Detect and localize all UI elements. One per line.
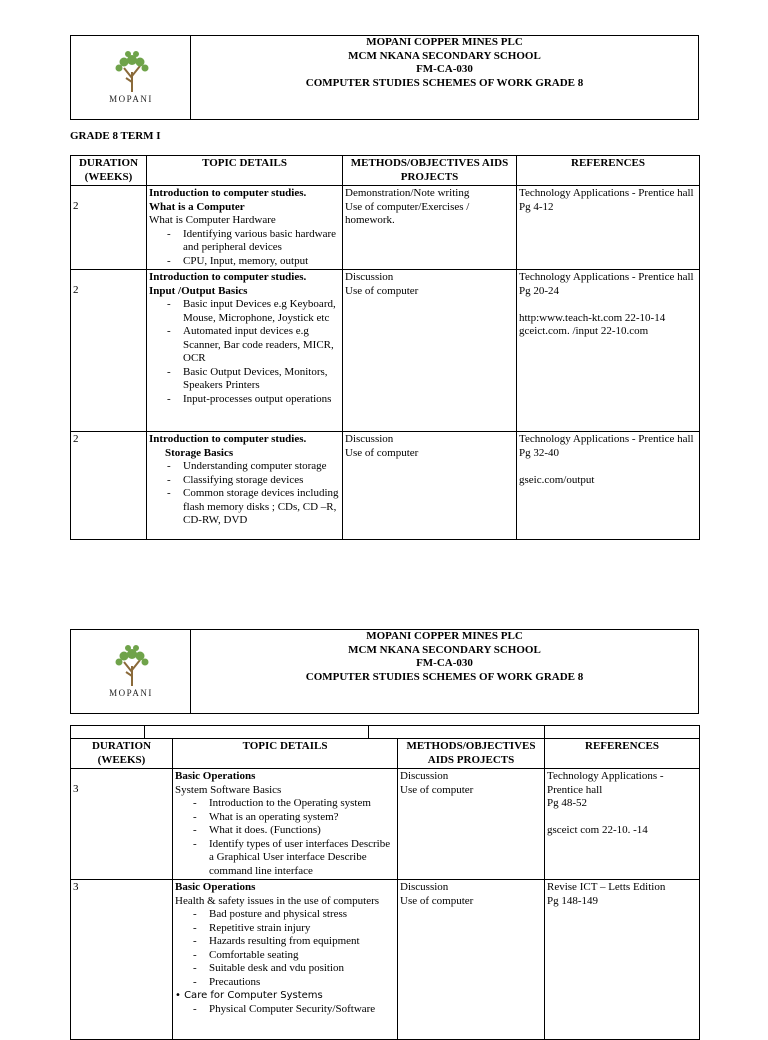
topic-intro: Health & safety issues in the use of computers bbox=[175, 894, 380, 907]
header-title-block bbox=[191, 36, 698, 90]
reference-spacer bbox=[519, 298, 697, 312]
topic-list bbox=[175, 908, 395, 989]
logo-text: MOPANI bbox=[109, 688, 153, 698]
method-item: Use of computer bbox=[345, 446, 419, 459]
topic-list bbox=[175, 1003, 395, 1017]
logo-cell bbox=[71, 36, 191, 119]
list-item: - Identify types of user interfaces Describe a Graphical User interface Describe command line interface bbox=[193, 838, 395, 879]
document-header bbox=[70, 35, 699, 120]
col-duration: DURATION (WEEKS) bbox=[71, 156, 147, 186]
document-title: COMPUTER STUDIES SCHEMES OF WORK GRADE 8 bbox=[305, 76, 584, 89]
col-methods: METHODS/OBJECTIVES AIDS PROJECTS bbox=[398, 739, 545, 769]
reference-item: Pg 48-52 bbox=[547, 797, 588, 809]
reference-item: Pg 4-12 bbox=[519, 200, 554, 213]
col-topic: TOPIC DETAILS bbox=[173, 739, 398, 769]
topic-title: Introduction to computer studies. bbox=[149, 271, 307, 283]
topic-subtitle: Input /Output Basics bbox=[149, 284, 248, 297]
term-heading: GRADE 8 TERM I bbox=[70, 130, 161, 142]
topic-subtitle: Storage Basics bbox=[165, 446, 234, 459]
list-item: - Physical Computer Security/Software bbox=[193, 1003, 395, 1017]
reference-item: Pg 32-40 bbox=[519, 446, 560, 459]
list-item: - Precautions bbox=[193, 976, 395, 990]
table-row bbox=[71, 432, 700, 540]
duration-value: 2 bbox=[73, 433, 79, 445]
table-row bbox=[71, 186, 700, 270]
list-item: - Common storage devices including flash memory disks ; CDs, CD –R, CD-RW, DVD bbox=[167, 487, 340, 528]
reference-item: Technology Applications - Prentice hall bbox=[519, 271, 694, 283]
table-row bbox=[71, 880, 700, 1040]
company-name: MOPANI COPPER MINES PLC bbox=[366, 630, 523, 642]
empty-spacer-row bbox=[71, 726, 700, 739]
list-item: - Input-processes output operations bbox=[167, 393, 340, 407]
list-item: - Classifying storage devices bbox=[167, 474, 340, 488]
method-item: Demonstration/Note writing bbox=[345, 187, 470, 199]
duration-value: 3 bbox=[73, 881, 79, 893]
reference-item: Technology Applications - Prentice hall bbox=[519, 433, 694, 445]
reference-link[interactable]: http:www.teach-kt.com 22-10-14 gceict.com. /input 22-10.com bbox=[519, 311, 666, 337]
reference-item: Technology Applications - Prentice hall bbox=[547, 770, 664, 796]
list-item: - Repetitive strain injury bbox=[193, 922, 395, 936]
reference-item: Revise ICT – Letts Edition bbox=[547, 881, 666, 893]
topic-list bbox=[175, 797, 395, 878]
method-item: Use of computer bbox=[400, 894, 474, 907]
company-name: MOPANI COPPER MINES PLC bbox=[366, 36, 523, 48]
list-item: - What it does. (Functions) bbox=[193, 824, 395, 838]
school-name: MCM NKANA SECONDARY SCHOOL bbox=[348, 643, 541, 656]
scheme-table-term1 bbox=[70, 155, 700, 540]
method-item: Discussion bbox=[400, 881, 449, 893]
table-row bbox=[71, 270, 700, 432]
topic-list bbox=[149, 460, 340, 528]
list-item: - CPU, Input, memory, output bbox=[167, 255, 340, 269]
col-topic: TOPIC DETAILS bbox=[147, 156, 343, 186]
topic-subtitle: What is a Computer bbox=[149, 200, 245, 213]
topic-list bbox=[149, 298, 340, 406]
method-item: Discussion bbox=[345, 271, 394, 283]
duration-value: 2 bbox=[73, 284, 79, 296]
list-item: - Identifying various basic hardware and peripheral devices bbox=[167, 228, 340, 255]
list-item: - Automated input devices e.g Scanner, Bar code readers, MICR, OCR bbox=[167, 325, 340, 366]
list-item: - Basic Output Devices, Monitors, Speakers Printers bbox=[167, 366, 340, 393]
reference-spacer bbox=[547, 811, 697, 825]
topic-list bbox=[149, 228, 340, 269]
table-header-row bbox=[71, 739, 700, 769]
school-name: MCM NKANA SECONDARY SCHOOL bbox=[348, 49, 541, 62]
list-item: - Introduction to the Operating system bbox=[193, 797, 395, 811]
topic-intro: System Software Basics bbox=[175, 783, 282, 796]
duration-value: 3 bbox=[73, 783, 79, 795]
form-code: FM-CA-030 bbox=[416, 657, 473, 669]
method-item: Use of computer bbox=[400, 783, 474, 796]
reference-link[interactable]: gsceict com 22-10. -14 bbox=[547, 824, 648, 836]
col-references: REFERENCES bbox=[545, 739, 700, 769]
document-header-page2 bbox=[70, 629, 699, 714]
list-item: - Bad posture and physical stress bbox=[193, 908, 395, 922]
logo-cell bbox=[71, 630, 191, 713]
form-code: FM-CA-030 bbox=[416, 63, 473, 75]
method-item: Use of computer/Exercises / homework. bbox=[345, 200, 470, 226]
list-item: - Basic input Devices e.g Keyboard, Mouse, Microphone, Joystick etc bbox=[167, 298, 340, 325]
list-item: - Comfortable seating bbox=[193, 949, 395, 963]
table-header-row bbox=[71, 156, 700, 186]
col-duration: DURATION (WEEKS) bbox=[71, 739, 173, 769]
method-item: Discussion bbox=[345, 433, 394, 445]
method-item: Use of computer bbox=[345, 284, 419, 297]
bullet-heading: • Care for Computer Systems bbox=[175, 989, 395, 1003]
topic-title: Basic Operations bbox=[175, 881, 256, 893]
reference-spacer bbox=[519, 460, 697, 474]
topic-title: Introduction to computer studies. bbox=[149, 187, 307, 199]
scheme-table-continued bbox=[70, 725, 700, 1040]
reference-item: Technology Applications - Prentice hall bbox=[519, 187, 694, 199]
logo-text: MOPANI bbox=[109, 94, 153, 104]
col-methods: METHODS/OBJECTIVES AIDS PROJECTS bbox=[343, 156, 517, 186]
list-item: - Hazards resulting from equipment bbox=[193, 935, 395, 949]
mopani-tree-logo bbox=[102, 642, 162, 688]
col-references: REFERENCES bbox=[517, 156, 700, 186]
list-item: - Suitable desk and vdu position bbox=[193, 962, 395, 976]
reference-item: Pg 20-24 bbox=[519, 284, 560, 297]
document-title: COMPUTER STUDIES SCHEMES OF WORK GRADE 8 bbox=[305, 670, 584, 683]
reference-link[interactable]: gseic.com/output bbox=[519, 473, 595, 486]
topic-intro: What is Computer Hardware bbox=[149, 214, 276, 226]
method-item: Discussion bbox=[400, 770, 449, 782]
duration-value: 2 bbox=[73, 200, 79, 212]
topic-title: Basic Operations bbox=[175, 770, 256, 782]
topic-title: Introduction to computer studies. bbox=[149, 433, 307, 445]
mopani-tree-logo bbox=[102, 48, 162, 94]
table-row bbox=[71, 769, 700, 880]
reference-item: Pg 148-149 bbox=[547, 894, 599, 907]
list-item: - Understanding computer storage bbox=[167, 460, 340, 474]
list-item: - What is an operating system? bbox=[193, 811, 395, 825]
header-title-block bbox=[191, 630, 698, 684]
